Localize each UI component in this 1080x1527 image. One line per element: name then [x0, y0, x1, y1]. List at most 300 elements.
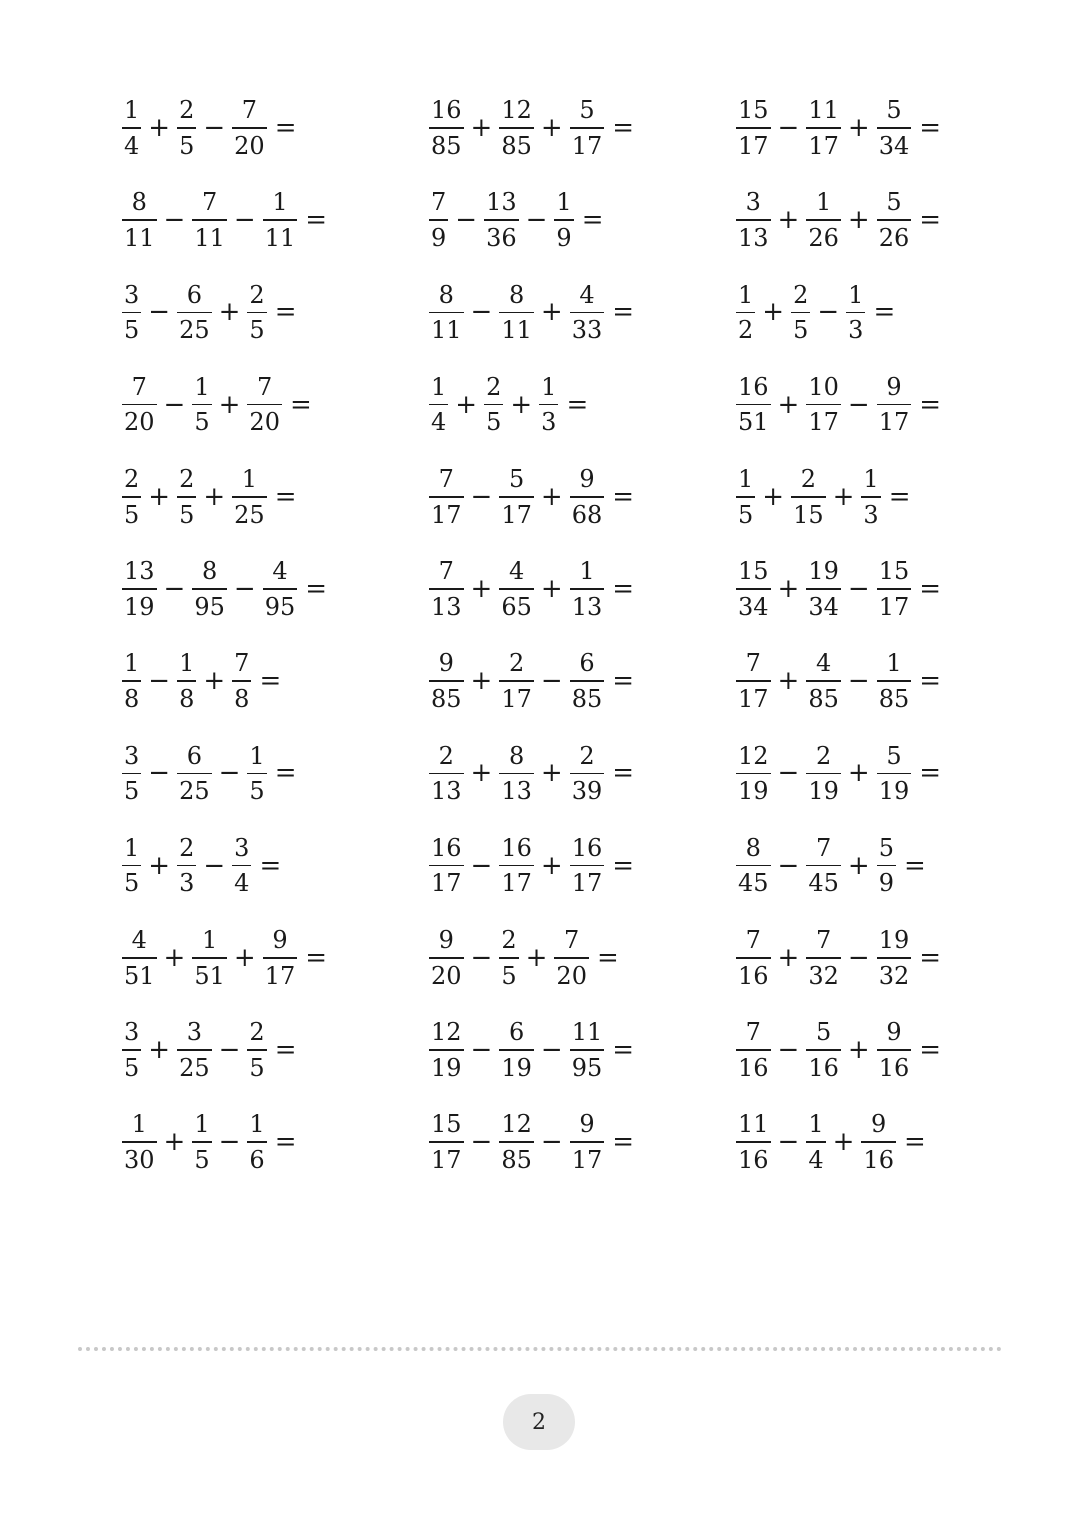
problem-8-3 — [736, 741, 941, 805]
fraction — [177, 834, 196, 898]
fraction — [570, 1018, 605, 1082]
operator: + — [540, 481, 563, 512]
operator: − — [233, 205, 256, 236]
denominator: 5 — [179, 131, 195, 160]
operator: + — [540, 850, 563, 881]
denominator: 17 — [738, 131, 769, 160]
problem-6-2 — [429, 557, 634, 621]
problem-8-2 — [429, 741, 634, 805]
fraction — [570, 465, 605, 529]
problem-12-2 — [429, 1110, 634, 1174]
fraction — [736, 742, 771, 806]
denominator: 13 — [431, 592, 462, 621]
operator: − — [470, 850, 493, 881]
fraction — [122, 96, 141, 160]
denominator: 19 — [808, 777, 839, 806]
numerator: 2 — [508, 649, 525, 678]
denominator: 85 — [501, 1145, 532, 1174]
denominator: 5 — [194, 1145, 210, 1174]
operator: − — [847, 389, 870, 420]
fraction — [570, 649, 605, 713]
fraction — [736, 188, 771, 252]
operator: + — [777, 666, 800, 697]
denominator: 17 — [571, 869, 603, 898]
numerator: 4 — [272, 557, 288, 586]
operator: + — [470, 574, 493, 604]
operator: − — [148, 666, 171, 697]
denominator: 26 — [808, 223, 839, 252]
numerator: 1 — [124, 649, 140, 678]
equals-sign: = — [274, 481, 297, 512]
numerator: 4 — [579, 280, 595, 309]
fraction — [499, 649, 534, 713]
numerator: 3 — [124, 280, 140, 309]
problem-1-2 — [429, 96, 634, 160]
fraction — [846, 281, 865, 345]
fraction — [247, 281, 266, 345]
numerator: 13 — [486, 188, 517, 217]
numerator: 2 — [249, 280, 265, 309]
numerator: 11 — [738, 1110, 769, 1139]
fraction — [539, 373, 558, 437]
denominator: 11 — [501, 316, 532, 345]
numerator: 1 — [194, 372, 210, 401]
numerator: 8 — [201, 557, 218, 586]
equals-sign: = — [873, 297, 896, 328]
fraction — [861, 1110, 896, 1174]
denominator: 16 — [738, 961, 769, 990]
numerator: 13 — [124, 557, 155, 586]
operator: + — [233, 942, 256, 973]
operator: − — [470, 481, 493, 512]
operator: + — [847, 205, 870, 236]
numerator: 1 — [131, 1110, 147, 1139]
fraction — [499, 926, 518, 990]
numerator: 1 — [815, 188, 832, 217]
numerator: 5 — [886, 96, 902, 125]
operator: − — [163, 389, 186, 420]
problem-3-1 — [122, 280, 297, 344]
numerator: 5 — [815, 1018, 832, 1047]
fraction — [122, 188, 157, 252]
numerator: 3 — [124, 1018, 140, 1047]
fraction — [429, 1110, 464, 1174]
denominator: 5 — [793, 316, 809, 345]
denominator: 13 — [501, 777, 532, 806]
numerator: 7 — [745, 1018, 761, 1047]
problem-5-2 — [429, 465, 634, 529]
denominator: 5 — [124, 500, 140, 529]
problem-11-3 — [736, 1018, 941, 1082]
numerator: 9 — [886, 1018, 902, 1047]
denominator: 45 — [738, 869, 769, 898]
numerator: 1 — [249, 1110, 265, 1139]
denominator: 51 — [194, 961, 225, 990]
denominator: 4 — [124, 131, 140, 160]
equals-sign: = — [888, 481, 911, 512]
fraction — [122, 1110, 157, 1174]
denominator: 16 — [808, 1053, 839, 1082]
equals-sign: = — [612, 1127, 635, 1158]
fraction — [177, 649, 196, 713]
numerator: 9 — [871, 1110, 887, 1139]
numerator: 1 — [579, 557, 595, 586]
operator: + — [218, 389, 241, 420]
equals-sign: = — [274, 758, 297, 789]
denominator: 36 — [486, 223, 517, 252]
operator: + — [540, 297, 563, 328]
fraction — [177, 465, 196, 529]
fraction — [499, 1110, 534, 1174]
denominator: 4 — [808, 1145, 824, 1174]
operator: + — [540, 113, 563, 143]
operator: + — [510, 389, 533, 420]
operator: − — [470, 1035, 493, 1065]
fraction — [736, 1110, 771, 1174]
fraction — [499, 96, 534, 160]
numerator: 2 — [179, 465, 195, 493]
numerator: 7 — [131, 372, 147, 401]
equals-sign: = — [612, 297, 635, 328]
fraction — [877, 742, 912, 806]
denominator: 5 — [249, 316, 265, 345]
fraction — [499, 465, 534, 529]
numerator: 15 — [738, 557, 769, 586]
operator: + — [540, 758, 563, 789]
fraction — [429, 188, 448, 252]
fraction — [877, 557, 912, 621]
problem-5-3 — [736, 465, 911, 529]
equals-sign: = — [903, 1127, 926, 1158]
operator: + — [148, 1035, 171, 1065]
denominator: 85 — [501, 131, 532, 160]
fraction — [429, 281, 464, 345]
fraction — [263, 557, 298, 621]
denominator: 33 — [571, 316, 603, 345]
denominator: 5 — [124, 316, 140, 345]
denominator: 9 — [878, 869, 894, 898]
numerator: 7 — [745, 649, 761, 678]
numerator: 4 — [815, 649, 832, 678]
equals-sign: = — [612, 758, 635, 789]
denominator: 25 — [234, 500, 265, 529]
denominator: 19 — [738, 777, 769, 806]
operator: + — [470, 113, 493, 143]
numerator: 9 — [438, 649, 454, 678]
denominator: 6 — [249, 1145, 265, 1174]
equals-sign: = — [612, 850, 635, 881]
denominator: 9 — [431, 223, 447, 252]
denominator: 17 — [878, 592, 910, 621]
denominator: 95 — [571, 1053, 603, 1082]
denominator: 3 — [541, 408, 557, 437]
operator: + — [148, 113, 171, 143]
numerator: 2 — [486, 372, 502, 401]
fraction — [736, 373, 771, 437]
denominator: 20 — [431, 961, 462, 990]
numerator: 5 — [886, 741, 902, 770]
operator: − — [847, 666, 870, 697]
fraction — [177, 1018, 212, 1082]
operator: − — [148, 758, 171, 789]
denominator: 85 — [571, 684, 603, 713]
operator: + — [525, 942, 548, 973]
fraction — [806, 649, 841, 713]
denominator: 19 — [501, 1053, 532, 1082]
fraction — [192, 1110, 211, 1174]
fraction — [499, 281, 534, 345]
numerator: 5 — [878, 833, 894, 862]
numerator: 10 — [808, 372, 839, 401]
numerator: 15 — [878, 557, 910, 586]
numerator: 1 — [124, 833, 140, 862]
fraction — [247, 373, 282, 437]
operator: − — [540, 1035, 563, 1065]
denominator: 26 — [878, 223, 910, 252]
operator: − — [540, 666, 563, 697]
equals-sign: = — [305, 942, 328, 973]
denominator: 11 — [194, 223, 225, 252]
fraction — [806, 96, 841, 160]
problem-7-1 — [122, 649, 281, 713]
fraction — [877, 649, 912, 713]
denominator: 17 — [878, 408, 910, 437]
problem-4-2 — [429, 373, 588, 437]
denominator: 9 — [556, 223, 572, 252]
denominator: 20 — [124, 408, 155, 437]
operator: − — [203, 113, 226, 143]
fraction — [429, 465, 464, 529]
operator: + — [762, 481, 785, 512]
denominator: 25 — [179, 777, 210, 806]
numerator: 7 — [564, 926, 580, 954]
operator: + — [203, 666, 226, 697]
operator: + — [832, 1127, 855, 1158]
numerator: 1 — [431, 372, 447, 401]
numerator: 15 — [738, 96, 769, 125]
denominator: 5 — [194, 408, 210, 437]
problem-2-3 — [736, 188, 941, 252]
denominator: 3 — [863, 500, 879, 529]
problem-4-1 — [122, 373, 312, 437]
equals-sign: = — [274, 1127, 297, 1158]
operator: + — [847, 758, 870, 789]
denominator: 16 — [863, 1145, 894, 1174]
denominator: 17 — [808, 408, 839, 437]
operator: − — [148, 297, 171, 328]
numerator: 1 — [194, 1110, 210, 1139]
denominator: 25 — [179, 1053, 210, 1082]
numerator: 16 — [431, 96, 462, 125]
numerator: 19 — [878, 926, 910, 954]
operator: − — [233, 574, 256, 604]
problem-8-1 — [122, 741, 297, 805]
operator: − — [163, 205, 186, 236]
denominator: 5 — [486, 408, 502, 437]
fraction — [192, 373, 211, 437]
operator: − — [847, 574, 870, 604]
numerator: 8 — [508, 280, 525, 309]
fraction — [429, 1018, 464, 1082]
operator: − — [470, 942, 493, 973]
denominator: 85 — [431, 684, 462, 713]
numerator: 8 — [745, 833, 761, 862]
numerator: 2 — [124, 465, 140, 493]
fraction — [736, 1018, 771, 1082]
fraction — [232, 649, 251, 713]
fraction — [232, 465, 267, 529]
fraction — [499, 834, 534, 898]
fraction — [499, 1018, 534, 1082]
denominator: 85 — [808, 684, 839, 713]
equals-sign: = — [274, 297, 297, 328]
denominator: 11 — [264, 223, 296, 252]
denominator: 45 — [808, 869, 839, 898]
denominator: 5 — [124, 777, 140, 806]
denominator: 13 — [738, 223, 769, 252]
denominator: 16 — [738, 1145, 769, 1174]
numerator: 1 — [738, 465, 754, 493]
fraction — [122, 557, 157, 621]
numerator: 11 — [571, 1018, 603, 1047]
numerator: 9 — [886, 372, 902, 401]
equals-sign: = — [919, 574, 942, 604]
fraction — [570, 834, 605, 898]
fraction — [122, 742, 141, 806]
operator: + — [777, 205, 800, 236]
fraction — [877, 834, 896, 898]
denominator: 25 — [179, 316, 210, 345]
operator: + — [163, 942, 186, 973]
fraction — [177, 96, 196, 160]
equals-sign: = — [919, 758, 942, 789]
numerator: 16 — [501, 833, 532, 862]
fraction — [192, 188, 227, 252]
fraction — [429, 373, 448, 437]
fraction — [806, 926, 841, 990]
fraction — [177, 742, 212, 806]
fraction — [122, 465, 141, 529]
fraction — [791, 281, 810, 345]
numerator: 4 — [508, 557, 525, 586]
operator: − — [203, 850, 226, 881]
problem-10-2 — [429, 926, 619, 990]
denominator: 68 — [571, 500, 603, 529]
numerator: 3 — [186, 1018, 202, 1047]
denominator: 5 — [738, 500, 754, 529]
operator: + — [470, 666, 493, 697]
equals-sign: = — [612, 574, 635, 604]
operator: − — [455, 205, 478, 236]
numerator: 16 — [431, 833, 462, 862]
fraction — [484, 373, 503, 437]
denominator: 34 — [878, 131, 910, 160]
numerator: 1 — [249, 741, 265, 770]
equals-sign: = — [612, 481, 635, 512]
operator: + — [847, 850, 870, 881]
numerator: 7 — [241, 96, 258, 125]
operator: + — [455, 389, 478, 420]
numerator: 7 — [431, 188, 447, 217]
numerator: 8 — [508, 741, 525, 770]
operator: + — [148, 850, 171, 881]
numerator: 7 — [745, 926, 761, 954]
numerator: 1 — [179, 649, 195, 678]
fraction — [247, 742, 266, 806]
fraction — [570, 742, 605, 806]
fraction — [877, 373, 912, 437]
equals-sign: = — [919, 205, 942, 236]
denominator: 8 — [124, 684, 140, 713]
fraction — [554, 188, 573, 252]
denominator: 95 — [194, 592, 225, 621]
fraction — [806, 742, 841, 806]
operator: − — [817, 297, 840, 328]
denominator: 85 — [431, 131, 462, 160]
fraction — [429, 742, 464, 806]
operator: − — [163, 574, 186, 604]
numerator: 7 — [438, 465, 454, 493]
denominator: 5 — [501, 961, 517, 990]
numerator: 1 — [201, 926, 218, 954]
denominator: 17 — [571, 131, 603, 160]
denominator: 15 — [793, 500, 824, 529]
numerator: 2 — [179, 96, 195, 125]
fraction — [122, 834, 141, 898]
operator: + — [470, 758, 493, 789]
problem-7-2 — [429, 649, 634, 713]
operator: − — [218, 1035, 241, 1065]
equals-sign: = — [259, 850, 282, 881]
numerator: 7 — [201, 188, 218, 217]
numerator: 7 — [438, 557, 454, 586]
numerator: 9 — [579, 465, 595, 493]
page-number-badge — [503, 1394, 575, 1450]
fraction — [736, 281, 755, 345]
denominator: 17 — [264, 961, 296, 990]
fraction — [429, 834, 464, 898]
denominator: 34 — [738, 592, 769, 621]
operator: + — [762, 297, 785, 328]
denominator: 19 — [124, 592, 155, 621]
fraction — [263, 926, 298, 990]
fraction — [554, 926, 589, 990]
denominator: 5 — [179, 500, 195, 529]
numerator: 3 — [234, 833, 250, 862]
numerator: 1 — [241, 465, 258, 493]
numerator: 3 — [745, 188, 761, 217]
numerator: 1 — [808, 1110, 824, 1139]
denominator: 20 — [249, 408, 280, 437]
operator: − — [525, 205, 548, 236]
denominator: 19 — [878, 777, 910, 806]
denominator: 17 — [431, 869, 462, 898]
fraction — [122, 373, 157, 437]
denominator: 19 — [431, 1053, 462, 1082]
problem-1-3 — [736, 96, 941, 160]
equals-sign: = — [566, 389, 589, 420]
denominator: 85 — [878, 684, 910, 713]
numerator: 5 — [508, 465, 525, 493]
operator: − — [540, 1127, 563, 1158]
denominator: 17 — [571, 1145, 603, 1174]
problem-5-1 — [122, 465, 297, 529]
numerator: 7 — [815, 833, 832, 862]
denominator: 5 — [124, 1053, 140, 1082]
problem-9-1 — [122, 834, 281, 898]
fraction — [736, 649, 771, 713]
fraction — [499, 557, 534, 621]
